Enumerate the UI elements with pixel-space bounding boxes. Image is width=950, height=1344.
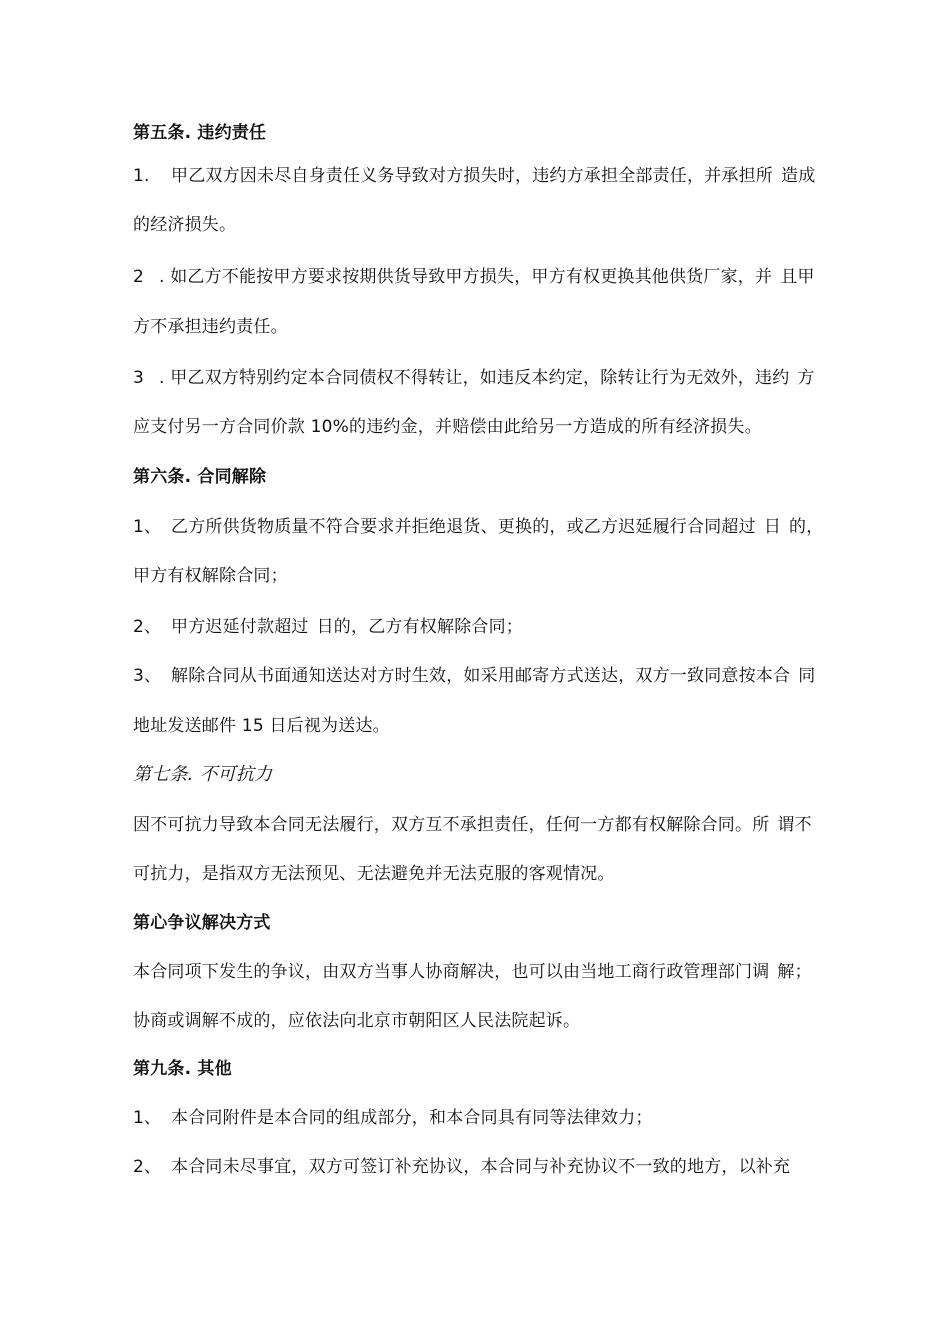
paragraph-text-continued: 谓不 <box>777 815 812 835</box>
item-text: 乙方所供货物质量不符合要求并拒绝退货、更换的，或乙方迟延履行合同超过 <box>171 517 756 537</box>
section-9-item-1-line-1 <box>133 1106 653 1130</box>
section-7-line-1 <box>133 813 812 837</box>
section-9-item-2-line-1 <box>133 1155 790 1179</box>
paragraph-text-continued: 解； <box>777 962 812 982</box>
section-8-line-1 <box>133 960 812 984</box>
item-number: 2、 <box>133 617 162 637</box>
section-5-item-3-line-1 <box>133 366 815 390</box>
item-text-end: 的， <box>789 517 824 537</box>
section-8-title: 第心争议解决方式 <box>133 913 271 933</box>
item-text-continued: 日 <box>763 517 782 537</box>
item-text: 解除合同从书面通知送达对方时生效，如采用邮寄方式送达，双方一致同意按本合 <box>171 666 791 686</box>
item-text: 本合同未尽事宜，双方可签订补充协议，本合同与补充协议不一致的地方，以补充 <box>171 1157 791 1177</box>
section-8-line-2: 协商或调解不成的，应依法向北京市朝阳区人民法院起诉。 <box>133 1011 581 1031</box>
section-5-item-2-line-1 <box>133 265 815 289</box>
item-text-continued: 方 <box>797 368 815 388</box>
section-5-item-2-line-2: 方不承担违约责任。 <box>133 317 288 337</box>
paragraph-text: 本合同项下发生的争议，由双方当事人协商解决，也可以由当地工商行政管理部门调 <box>133 962 770 982</box>
section-6-item-1-line-1 <box>133 515 823 539</box>
section-5-item-3-line-2: 应支付另一方合同价款 10%的违约金，并赔偿由此给另一方造成的所有经济损失。 <box>133 417 762 437</box>
section-9-title: 第九条. 其他 <box>133 1059 232 1079</box>
section-6-item-1-line-2: 甲方有权解除合同； <box>133 566 288 586</box>
section-6-item-3-line-2: 地址发送邮件 15 日后视为送达。 <box>133 716 390 736</box>
section-6-item-2-line-1 <box>133 615 523 639</box>
item-number: 2、 <box>133 1157 162 1177</box>
item-number: 3 <box>133 368 145 388</box>
item-text: 甲方迟延付款超过 <box>171 617 309 637</box>
item-number: 3、 <box>133 666 162 686</box>
item-text: 本合同附件是本合同的组成部分，和本合同具有同等法律效力； <box>171 1108 653 1128</box>
section-5-item-1-line-2: 的经济损失。 <box>133 215 237 235</box>
section-5-title: 第五条. 违约责任 <box>133 123 267 143</box>
section-7-line-2: 可抗力，是指双方无法预见、无法避免并无法克服的客观情况。 <box>133 864 615 884</box>
item-text-continued: 同 <box>798 666 816 686</box>
item-text-continued: 造成 <box>781 166 816 186</box>
item-text: 甲乙双方因未尽自身责任义务导致对方损失时，违约方承担全部责任，并承担所 <box>171 166 773 186</box>
item-text-continued: 日的，乙方有权解除合同； <box>316 617 524 637</box>
item-text: . 甲乙双方特别约定本合同债权不得转让，如违反本约定，除转让行为无效外，违约 <box>159 368 790 388</box>
item-number: 1. <box>133 166 150 186</box>
section-6-item-3-line-1 <box>133 664 815 688</box>
item-number: 1、 <box>133 1108 162 1128</box>
paragraph-text: 因不可抗力导致本合同无法履行，双方互不承担责任，任何一方都有权解除合同。所 <box>133 815 770 835</box>
item-text: . 如乙方不能按甲方要求按期供货导致甲方损失，甲方有权更换其他供货厂家，并 <box>159 267 773 287</box>
item-number: 2 <box>133 267 145 287</box>
item-text-continued: 且甲 <box>780 267 815 287</box>
section-6-title: 第六条. 合同解除 <box>133 467 267 487</box>
section-7-title: 第七条. 不可抗力 <box>133 764 273 785</box>
section-5-item-1-line-1 <box>133 164 815 188</box>
item-number: 1、 <box>133 517 162 537</box>
